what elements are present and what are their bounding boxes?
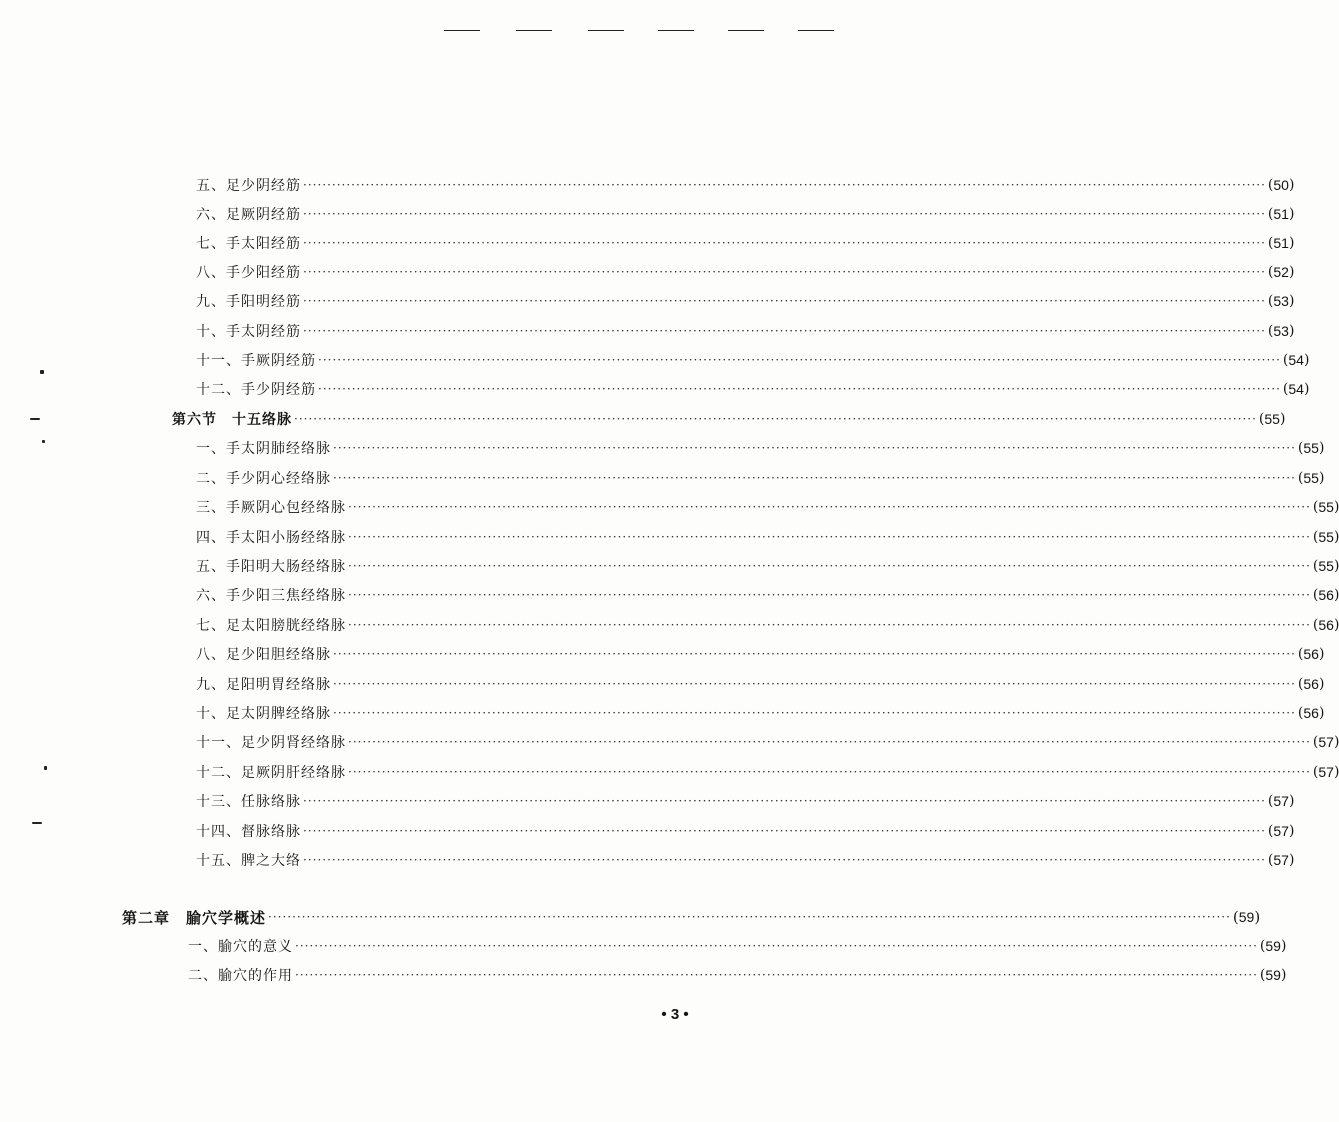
toc-entry-page: 57 xyxy=(1273,852,1289,868)
leader-dots: ········································································································································································································ xyxy=(295,939,1258,953)
open-paren: ( xyxy=(1259,967,1266,983)
toc-entry xyxy=(196,788,1295,814)
toc-entry xyxy=(196,729,1339,755)
scan-speck xyxy=(42,440,45,443)
header-rules xyxy=(440,30,866,34)
leader-dots: ········································································································································································································ xyxy=(303,853,1266,867)
open-paren: ( xyxy=(1267,177,1274,193)
toc-entry-page: 55 xyxy=(1264,411,1280,427)
leader-dots: ········································································································································································································ xyxy=(348,500,1311,514)
toc-entry xyxy=(188,933,1287,959)
toc-entry xyxy=(196,700,1325,726)
toc-entry-page: 55 xyxy=(1318,529,1334,545)
toc-entry-label: 第六节 十五络脉 xyxy=(172,412,292,428)
close-paren: ) xyxy=(1288,852,1295,868)
toc-entry xyxy=(172,406,1286,432)
close-paren: ) xyxy=(1288,264,1295,280)
close-paren: ) xyxy=(1318,440,1325,456)
toc-entry-label: 十五、脾之大络 xyxy=(196,853,301,869)
open-paren: ( xyxy=(1312,617,1319,633)
toc-entry-label: 五、足少阴经筋 xyxy=(196,178,301,194)
leader-dots: ········································································································································································································ xyxy=(333,647,1296,661)
leader-dots: ········································································································································································································ xyxy=(295,968,1258,982)
toc-entry-page: 53 xyxy=(1273,293,1289,309)
toc-entry xyxy=(196,494,1339,520)
toc-entry xyxy=(196,318,1295,344)
open-paren: ( xyxy=(1297,646,1304,662)
close-paren: ) xyxy=(1333,617,1339,633)
leader-dots: ········································································································································································································ xyxy=(268,910,1231,924)
toc-entry-page: 59 xyxy=(1265,938,1281,954)
toc-entry-label: 十四、督脉络脉 xyxy=(196,824,301,840)
toc-entry-label: 十二、足厥阴肝经络脉 xyxy=(196,765,346,781)
toc-entry xyxy=(196,847,1295,873)
toc-entry xyxy=(188,962,1287,988)
leader-dots: ········································································································································································································ xyxy=(303,236,1266,250)
close-paren: ) xyxy=(1288,823,1295,839)
toc-entry-page: 55 xyxy=(1303,440,1319,456)
open-paren: ( xyxy=(1312,529,1319,545)
scan-speck xyxy=(32,822,42,824)
leader-dots: ········································································································································································································ xyxy=(348,530,1311,544)
open-paren: ( xyxy=(1259,938,1266,954)
leader-dots: ········································································································································································································ xyxy=(348,618,1311,632)
toc-entry-label: 十、手太阴经筋 xyxy=(196,324,301,340)
toc-entry-label: 十三、任脉络脉 xyxy=(196,794,301,810)
open-paren: ( xyxy=(1312,764,1319,780)
toc-entry-label: 一、腧穴的意义 xyxy=(188,939,293,955)
leader-dots: ········································································································································································································ xyxy=(333,471,1296,485)
toc-entry xyxy=(196,582,1339,608)
close-paren: ) xyxy=(1288,206,1295,222)
toc-entry-label: 五、手阳明大肠经络脉 xyxy=(196,559,346,575)
toc-entry xyxy=(196,201,1295,227)
leader-dots: ········································································································································································································ xyxy=(348,735,1311,749)
close-paren: ) xyxy=(1303,352,1310,368)
toc-entry-label: 一、手太阴肺经络脉 xyxy=(196,441,331,457)
open-paren: ( xyxy=(1297,440,1304,456)
leader-dots: ········································································································································································································ xyxy=(294,412,1257,426)
toc-entry-page: 57 xyxy=(1273,823,1289,839)
leader-dots: ········································································································································································································ xyxy=(348,588,1311,602)
toc-entry xyxy=(196,435,1325,461)
toc-entry-label: 七、足太阳膀胱经络脉 xyxy=(196,618,346,634)
toc-entry xyxy=(196,172,1295,198)
toc-entry-label: 九、足阳明胃经络脉 xyxy=(196,677,331,693)
toc-entry-page: 51 xyxy=(1273,206,1289,222)
leader-dots: ········································································································································································································ xyxy=(333,441,1296,455)
leader-dots: ········································································································································································································ xyxy=(303,265,1266,279)
leader-dots: ········································································································································································································ xyxy=(303,178,1266,192)
toc-entry-label: 八、手少阳经筋 xyxy=(196,265,301,281)
close-paren: ) xyxy=(1279,411,1286,427)
toc-entry-page: 51 xyxy=(1273,235,1289,251)
page-number: • 3 • xyxy=(661,1006,689,1023)
open-paren: ( xyxy=(1312,499,1319,515)
open-paren: ( xyxy=(1267,264,1274,280)
close-paren: ) xyxy=(1318,646,1325,662)
close-paren: ) xyxy=(1280,938,1287,954)
open-paren: ( xyxy=(1312,558,1319,574)
close-paren: ) xyxy=(1303,381,1310,397)
toc-entry xyxy=(196,465,1325,491)
toc-entry-label: 四、手太阳小肠经络脉 xyxy=(196,530,346,546)
leader-dots: ········································································································································································································ xyxy=(333,677,1296,691)
open-paren: ( xyxy=(1267,852,1274,868)
close-paren: ) xyxy=(1318,470,1325,486)
close-paren: ) xyxy=(1288,793,1295,809)
scan-speck xyxy=(44,766,47,770)
toc-entry-label: 七、手太阳经筋 xyxy=(196,236,301,252)
toc-entry-label: 六、手少阳三焦经络脉 xyxy=(196,588,346,604)
leader-dots: ········································································································································································································ xyxy=(318,353,1281,367)
toc-entry-label: 六、足厥阴经筋 xyxy=(196,207,301,223)
toc-entry xyxy=(122,904,1261,930)
toc-entry-page: 56 xyxy=(1318,617,1334,633)
open-paren: ( xyxy=(1267,235,1274,251)
toc-entry-page: 50 xyxy=(1273,177,1289,193)
open-paren: ( xyxy=(1258,411,1265,427)
toc-entry xyxy=(196,612,1339,638)
leader-dots: ········································································································································································································ xyxy=(318,382,1281,396)
close-paren: ) xyxy=(1318,705,1325,721)
toc-entry xyxy=(196,347,1310,373)
leader-dots: ········································································································································································································ xyxy=(303,294,1266,308)
toc-entry xyxy=(196,818,1295,844)
toc-entry-page: 57 xyxy=(1318,764,1334,780)
leader-dots: ········································································································································································································ xyxy=(303,324,1266,338)
close-paren: ) xyxy=(1254,908,1261,926)
toc-entry-page: 57 xyxy=(1273,793,1289,809)
toc-entry xyxy=(196,671,1325,697)
close-paren: ) xyxy=(1288,235,1295,251)
open-paren: ( xyxy=(1312,587,1319,603)
toc-entry-page: 59 xyxy=(1265,967,1281,983)
close-paren: ) xyxy=(1288,177,1295,193)
toc-entry-label: 八、足少阳胆经络脉 xyxy=(196,647,331,663)
toc-entry xyxy=(196,524,1339,550)
toc-entry-page: 59 xyxy=(1238,909,1255,925)
toc-entry-label: 第二章 腧穴学概述 xyxy=(122,908,267,927)
toc-entry xyxy=(196,641,1325,667)
leader-dots: ········································································································································································································ xyxy=(348,765,1311,779)
open-paren: ( xyxy=(1297,705,1304,721)
toc-entry-label: 九、手阳明经筋 xyxy=(196,294,301,310)
open-paren: ( xyxy=(1267,293,1274,309)
leader-dots: ········································································································································································································ xyxy=(333,706,1296,720)
toc-entry-page: 57 xyxy=(1318,734,1334,750)
leader-dots: ········································································································································································································ xyxy=(303,824,1266,838)
leader-dots: ········································································································································································································ xyxy=(303,207,1266,221)
toc-entry-label: 十、足太阴脾经络脉 xyxy=(196,706,331,722)
leader-dots: ········································································································································································································ xyxy=(348,559,1311,573)
toc-entry-label: 十一、足少阴肾经络脉 xyxy=(196,735,346,751)
close-paren: ) xyxy=(1333,558,1339,574)
open-paren: ( xyxy=(1232,908,1239,926)
toc-entry-page: 55 xyxy=(1318,499,1334,515)
open-paren: ( xyxy=(1297,676,1304,692)
toc-entry-page: 55 xyxy=(1318,558,1334,574)
open-paren: ( xyxy=(1267,206,1274,222)
toc-entry-page: 54 xyxy=(1288,381,1304,397)
leader-dots: ········································································································································································································ xyxy=(303,794,1266,808)
toc-entry xyxy=(196,376,1310,402)
toc-entry xyxy=(196,288,1295,314)
toc-entry xyxy=(196,759,1339,785)
close-paren: ) xyxy=(1333,764,1339,780)
open-paren: ( xyxy=(1282,381,1289,397)
scan-speck xyxy=(40,370,44,374)
close-paren: ) xyxy=(1333,529,1339,545)
toc-entry xyxy=(196,230,1295,256)
toc-entry-label: 十二、手少阴经筋 xyxy=(196,382,316,398)
toc-entry-page: 56 xyxy=(1303,676,1319,692)
toc-entry-page: 56 xyxy=(1303,646,1319,662)
toc-entry xyxy=(196,553,1339,579)
open-paren: ( xyxy=(1312,734,1319,750)
close-paren: ) xyxy=(1280,967,1287,983)
toc-entry-label: 三、手厥阴心包经络脉 xyxy=(196,500,346,516)
scan-speck xyxy=(30,418,40,420)
toc-entry-page: 53 xyxy=(1273,323,1289,339)
toc-entry-page: 55 xyxy=(1303,470,1319,486)
open-paren: ( xyxy=(1267,823,1274,839)
toc-entry-page: 56 xyxy=(1303,705,1319,721)
toc-entry xyxy=(196,259,1295,285)
close-paren: ) xyxy=(1333,499,1339,515)
toc-entry-page: 52 xyxy=(1273,264,1289,280)
close-paren: ) xyxy=(1333,734,1339,750)
close-paren: ) xyxy=(1318,676,1325,692)
toc-entry-page: 56 xyxy=(1318,587,1334,603)
close-paren: ) xyxy=(1333,587,1339,603)
open-paren: ( xyxy=(1297,470,1304,486)
open-paren: ( xyxy=(1267,793,1274,809)
toc-entry-label: 二、腧穴的作用 xyxy=(188,968,293,984)
toc-entry-page: 54 xyxy=(1288,352,1304,368)
close-paren: ) xyxy=(1288,293,1295,309)
close-paren: ) xyxy=(1288,323,1295,339)
toc-entry-label: 十一、手厥阴经筋 xyxy=(196,353,316,369)
open-paren: ( xyxy=(1282,352,1289,368)
open-paren: ( xyxy=(1267,323,1274,339)
toc-entry-label: 二、手少阴心经络脉 xyxy=(196,471,331,487)
